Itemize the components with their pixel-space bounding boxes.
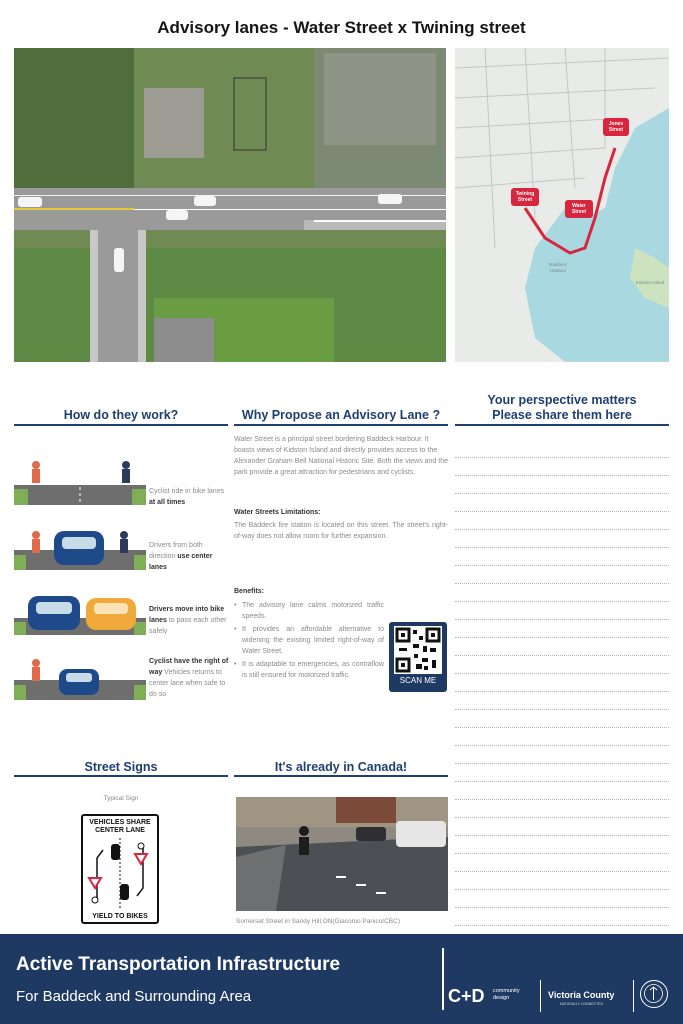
- victoria-county-logo: Victoria County: [548, 990, 615, 1000]
- street-photo: [236, 797, 448, 911]
- scan-me-label: SCAN ME: [399, 676, 437, 685]
- location-map: [455, 48, 669, 362]
- how-step-4: Cyclist have the right of way Vehicles returns to center lane when safe to do so: [149, 658, 229, 698]
- benefits-heading: Benefits:: [234, 588, 264, 595]
- comment-lines: [455, 440, 669, 944]
- map-label-twining: Twining Street: [515, 191, 535, 203]
- footer-divider-3: [633, 980, 634, 1012]
- why-intro: Water Street is a principal street bordering Baddeck Harbour. It boasts views of Kidston Island and directly provides access to the Alexander Graham Bell National Historic Site. Both the views and the park provide a great attraction for pedestrians and cyclists.: [234, 436, 448, 476]
- street-signs-rule: [14, 775, 228, 777]
- illustration-passing: [14, 590, 146, 635]
- typical-sign-label: Typical Sign: [103, 795, 139, 802]
- map-label-jones: Jones Street: [608, 121, 624, 133]
- footer-subtitle: For Baddeck and Surrounding Area: [16, 988, 252, 1005]
- how-rule: [14, 424, 228, 426]
- footer-title: Active Transportation Infrastructure: [16, 954, 341, 975]
- canada-title: It's already in Canada!: [274, 760, 408, 774]
- illustration-cyclists: [14, 455, 146, 505]
- seal-logo: [640, 980, 668, 1008]
- footer: [0, 934, 683, 1024]
- benefit-item: • The advisory lane calms motorized traffic speeds.: [234, 602, 384, 620]
- perspective-rule: [455, 424, 669, 426]
- perspective-line2: Please share them here: [492, 408, 632, 422]
- map-label-island: Kidston Island: [635, 280, 665, 285]
- map-label-harbour: Baddeck Harbour: [549, 262, 567, 273]
- perspective-title: [455, 393, 669, 423]
- how-title: How do they work?: [63, 408, 179, 422]
- street-sign: [81, 814, 159, 924]
- qr-image: [394, 626, 442, 674]
- how-step-3: Drivers move into bike lanes to pass each other safely: [149, 606, 227, 635]
- map-label-water: Water Street: [571, 203, 587, 215]
- street-signs-title: Street Signs: [84, 760, 158, 774]
- how-step-1: Cyclist ride in bike lanes at all times: [149, 488, 225, 506]
- why-rule: [234, 424, 448, 426]
- benefit-item: • It provides an affordable alternative to widening the existing limited right-of-way of Water Street.: [234, 626, 384, 655]
- limitations-text: The Baddeck fire station is located on this street. The street's right-of-way does not allow room for further expansion.: [234, 522, 448, 540]
- sign-top-text: VEHICLES SHARE CENTER LANE: [89, 819, 151, 834]
- qr-code[interactable]: [389, 622, 447, 692]
- how-step-2: Drivers from both direction use center lanes: [149, 542, 213, 571]
- cd-logo-text: community design: [493, 988, 520, 1001]
- page-title: Advisory lanes - Water Street x Twining street: [157, 18, 526, 37]
- limitations-heading: Water Streets Limitations:: [234, 509, 321, 516]
- benefit-item: • It is adaptable to emergencies, as contraflow is still ensured for motorized traffic.: [234, 661, 384, 679]
- cd-logo: C+D: [448, 986, 485, 1006]
- canada-rule: [234, 775, 448, 777]
- sign-bottom-text: YIELD TO BIKES: [92, 913, 148, 920]
- victoria-county-tagline: NATURALLY CONNECTED: [560, 1002, 604, 1006]
- sign-graphic: [83, 838, 157, 908]
- perspective-line1: Your perspective matters: [487, 393, 637, 407]
- illustration-center-lanes: [14, 525, 146, 570]
- illustration-right-of-way: [14, 655, 146, 700]
- benefits-list: [234, 600, 384, 681]
- footer-divider-2: [540, 980, 541, 1012]
- footer-divider: [442, 948, 444, 1010]
- why-title: Why Propose an Advisory Lane ?: [241, 408, 441, 422]
- photo-caption: Somerset Street in Sandy Hill,ON(Giacomo Panico/CBC): [236, 918, 401, 925]
- aerial-photo: [14, 48, 446, 362]
